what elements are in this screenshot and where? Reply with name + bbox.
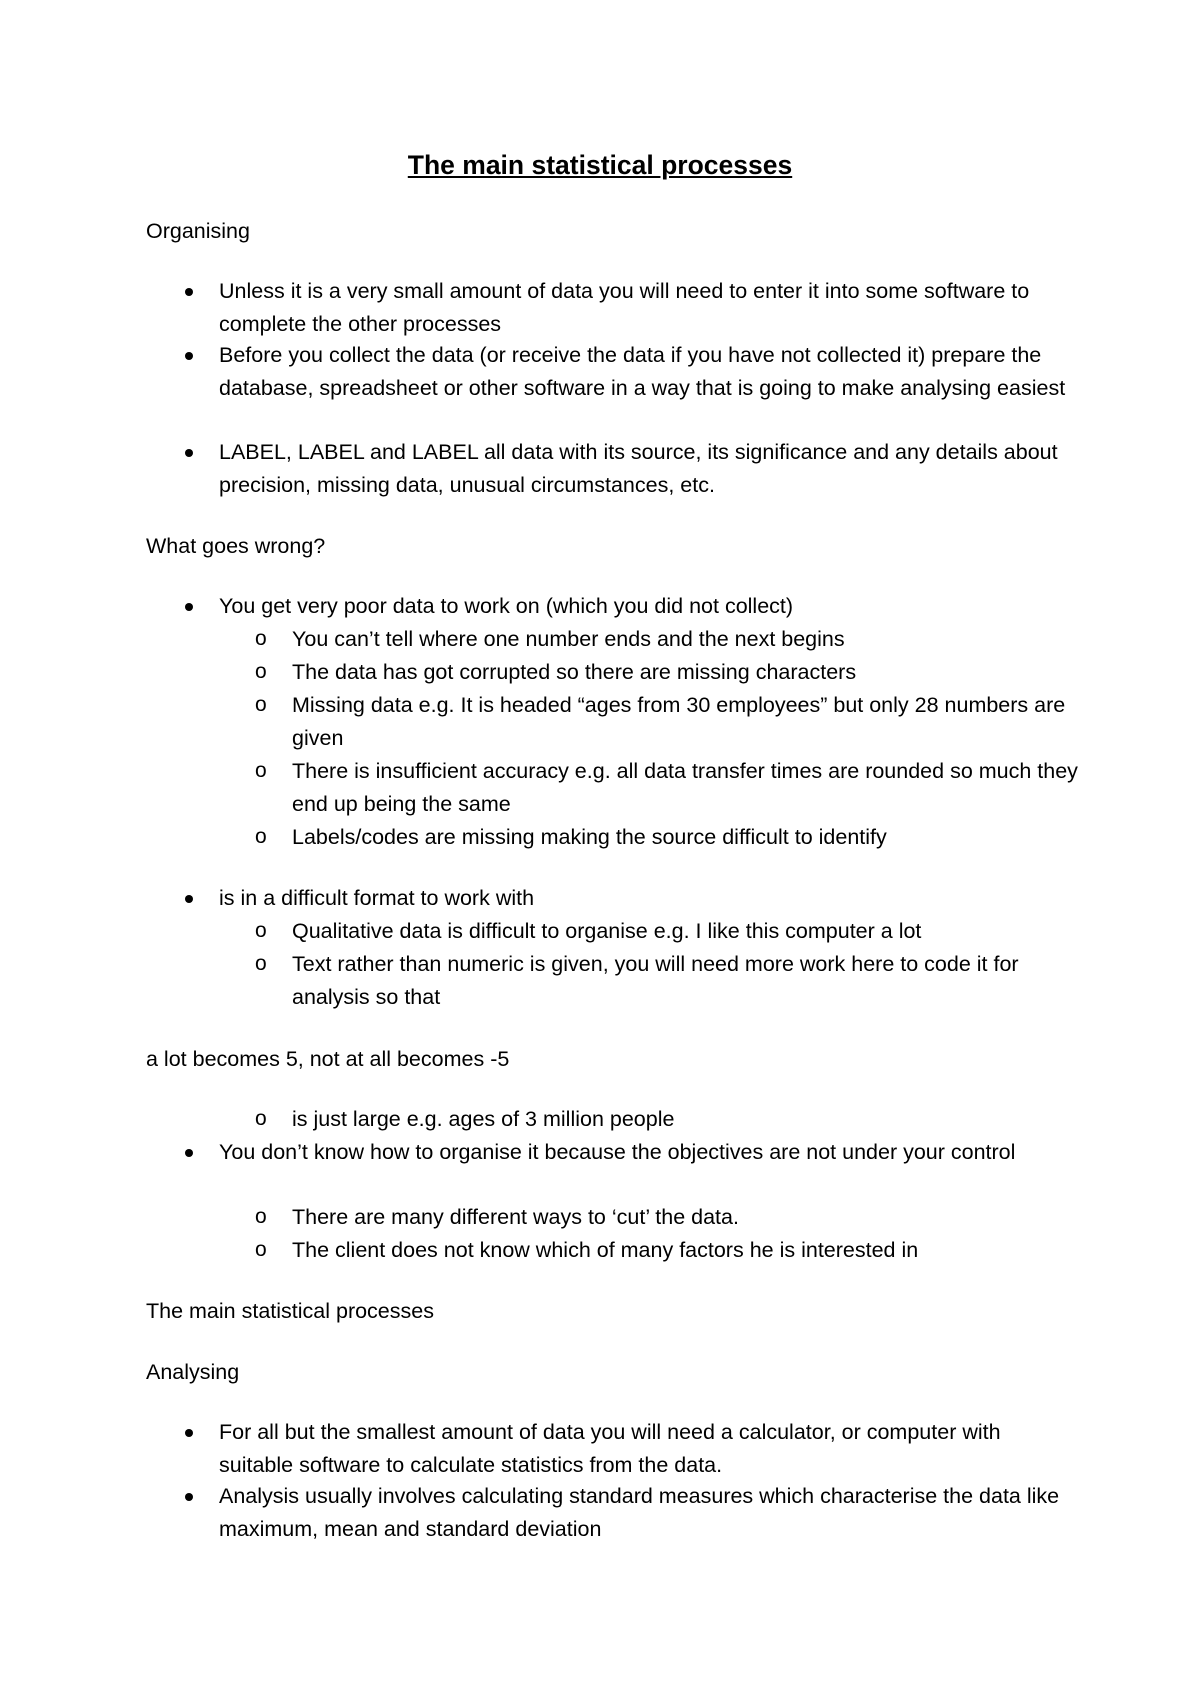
sub-list-item: o Labels/codes are missing making the source difficult to identify — [292, 821, 1082, 854]
sub-list-item: o You can’t tell where one number ends and the next begins — [292, 623, 1082, 656]
list-item: For all but the smallest amount of data you will need a calculator, or computer with suitable software to calculate statistics from the data. — [219, 1416, 1079, 1481]
circle-bullet-icon: o — [255, 627, 267, 650]
bullet-icon — [185, 449, 193, 457]
bullet-icon — [185, 603, 193, 611]
list-item: Before you collect the data (or receive the data if you have not collected it) prepare the database, spreadsheet or other software in a way that is going to make analysing easiest — [219, 339, 1079, 404]
sub-list-item: o Text rather than numeric is given, you will need more work here to code it for analysis so that — [292, 948, 1082, 1013]
bullet-icon — [185, 352, 193, 360]
section-heading-what-goes-wrong: What goes wrong? — [146, 534, 326, 558]
sub-list-item: o Qualitative data is difficult to organise e.g. I like this computer a lot — [292, 915, 1082, 948]
circle-bullet-icon: o — [255, 1238, 267, 1261]
circle-bullet-icon: o — [255, 693, 267, 716]
circle-bullet-icon: o — [255, 1107, 267, 1130]
coding-example-line: a lot becomes 5, not at all becomes -5 — [146, 1047, 510, 1071]
list-item: You get very poor data to work on (which you did not collect) — [219, 590, 1079, 623]
bullet-icon — [185, 1149, 193, 1157]
bullet-icon — [185, 1429, 193, 1437]
circle-bullet-icon: o — [255, 919, 267, 942]
bullet-icon — [185, 288, 193, 296]
sub-list-item: o The data has got corrupted so there are missing characters — [292, 656, 1082, 689]
sub-list-item: o There is insufficient accuracy e.g. all data transfer times are rounded so much they end up being the same — [292, 755, 1082, 820]
circle-bullet-icon: o — [255, 660, 267, 683]
list-item: is in a difficult format to work with — [219, 882, 1079, 915]
list-item: LABEL, LABEL and LABEL all data with its source, its significance and any details about precision, missing data, unusual circumstances, etc. — [219, 436, 1079, 501]
circle-bullet-icon: o — [255, 1205, 267, 1228]
sub-list-item: o is just large e.g. ages of 3 million people — [292, 1103, 1082, 1136]
list-item: Unless it is a very small amount of data you will need to enter it into some software to complete the other processes — [219, 275, 1079, 340]
section-heading-analysing: Analysing — [146, 1360, 240, 1384]
sub-list-item: o There are many different ways to ‘cut’ the data. — [292, 1201, 1082, 1234]
section-heading-repeat: The main statistical processes — [146, 1299, 434, 1323]
bullet-icon — [185, 895, 193, 903]
document-title: The main statistical processes — [407, 150, 793, 180]
section-heading-organising: Organising — [146, 219, 250, 243]
circle-bullet-icon: o — [255, 952, 267, 975]
bullet-icon — [185, 1493, 193, 1501]
sub-list-item: o Missing data e.g. It is headed “ages from 30 employees” but only 28 numbers are given — [292, 689, 1082, 754]
sub-list-item: o The client does not know which of many factors he is interested in — [292, 1234, 1082, 1267]
circle-bullet-icon: o — [255, 759, 267, 782]
list-item: You don’t know how to organise it because the objectives are not under your control — [219, 1136, 1079, 1169]
list-item: Analysis usually involves calculating standard measures which characterise the data like maximum, mean and standard deviation — [219, 1480, 1079, 1545]
circle-bullet-icon: o — [255, 825, 267, 848]
